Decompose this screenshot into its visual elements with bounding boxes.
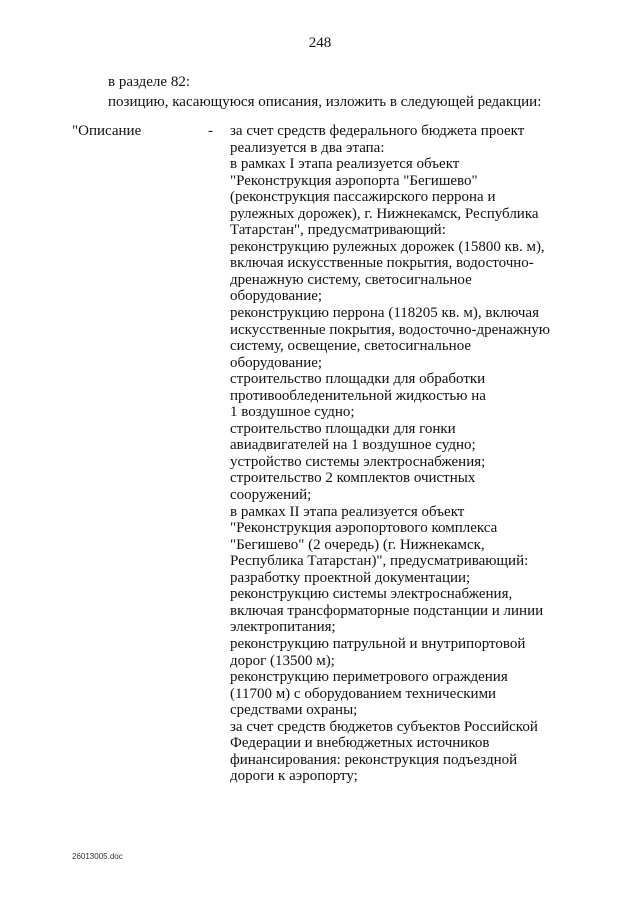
description-line: рулежных дорожек), г. Нижнекамск, Республика [230, 205, 539, 222]
description-line: электропитания; [230, 619, 336, 636]
intro-line-section: в разделе 82: [108, 74, 190, 90]
description-line: включая трансформаторные подстанции и линии [230, 602, 544, 619]
description-line: "Бегишево" (2 очередь) (г. Нижнекамск, [230, 536, 485, 553]
page-number: 248 [308, 35, 332, 51]
description-label: "Описание [72, 123, 142, 139]
description-line: за счет средств бюджетов субъектов Российской [230, 718, 538, 735]
description-line: оборудование; [230, 354, 323, 371]
description-line: реконструкцию рулежных дорожек (15800 кв. м), [230, 238, 545, 255]
description-line: строительство 2 комплектов очистных [230, 470, 476, 487]
description-line: (реконструкция пассажирского перрона и [230, 189, 496, 206]
description-line: за счет средств федерального бюджета проект [230, 123, 525, 139]
description-line: реализуется в два этапа: [230, 139, 385, 156]
description-line: реконструкцию перрона (118205 кв. м), включая [230, 305, 539, 322]
description-line: оборудование; [230, 288, 323, 305]
description-line: строительство площадки для гонки [230, 420, 456, 437]
description-line: финансирования: реконструкция подъездной [230, 751, 518, 768]
description-line: разработку проектной документации; [230, 569, 471, 586]
description-line: Республика Татарстан)", предусматривающий: [230, 553, 529, 570]
description-line: Федерации и внебюджетных источников [230, 735, 490, 752]
description-line: "Реконструкция аэропорта "Бегишево" [230, 172, 478, 189]
description-line: средствами охраны; [230, 702, 358, 719]
description-line: дорог (13500 м); [230, 652, 335, 669]
description-line: (11700 м) с оборудованием техническими [230, 685, 497, 702]
description-line: реконструкцию системы электроснабжения, [230, 586, 513, 603]
description-line: авиадвигателей на 1 воздушное судно; [230, 437, 476, 454]
description-line: систему, освещение, светосигнальное [230, 338, 472, 355]
description-line: устройство системы электроснабжения; [230, 453, 486, 470]
description-line: дороги к аэропорту; [230, 768, 358, 785]
description-line: строительство площадки для обработки [230, 371, 486, 388]
description-dash: - [208, 123, 213, 139]
document-filename: 26013005.doc [72, 852, 123, 861]
description-line: включая искусственные покрытия, водосточно- [230, 255, 534, 272]
description-line: искусственные покрытия, водосточно-дренажную [230, 321, 551, 338]
description-line: "Реконструкция аэропортового комплекса [230, 520, 498, 537]
intro-line-instruction: позицию, касающуюся описания, изложить в следующей редакции: [108, 94, 542, 110]
description-line: противообледенительной жидкостью на [230, 387, 486, 404]
description-line: реконструкцию патрульной и внутрипортовой [230, 635, 526, 652]
description-line: дренажную систему, светосигнальное [230, 271, 472, 288]
description-line: сооружений; [230, 487, 312, 504]
description-line: в рамках II этапа реализуется объект [230, 503, 465, 520]
description-line: реконструкцию периметрового ограждения [230, 669, 508, 686]
intro-block [108, 72, 541, 112]
description-line: 1 воздушное судно; [230, 404, 355, 421]
description-line: в рамках I этапа реализуется объект [230, 156, 460, 173]
description-text [230, 123, 550, 785]
description-line: Татарстан", предусматривающий: [230, 222, 446, 239]
